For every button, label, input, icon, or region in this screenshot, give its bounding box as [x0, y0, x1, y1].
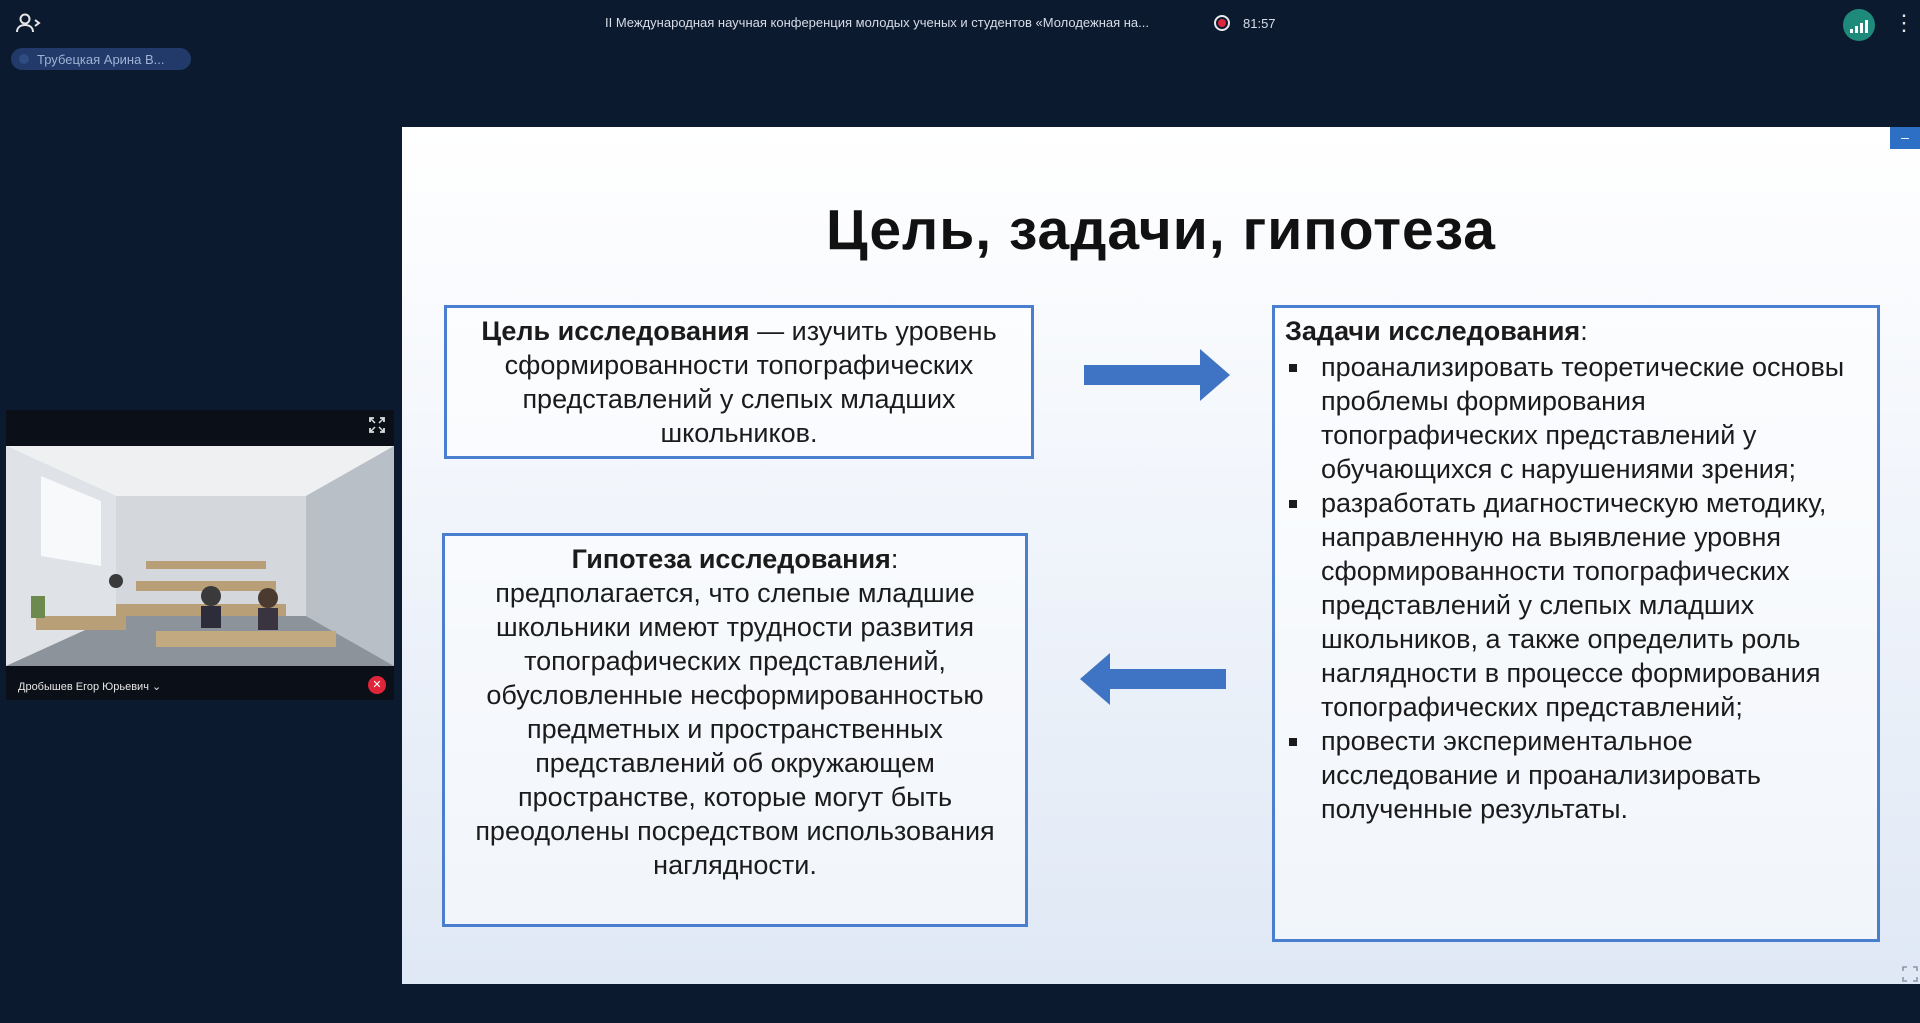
speaker-indicator-icon	[19, 54, 29, 64]
research-goal-box	[444, 305, 1034, 459]
meeting-timer: 81:57	[1243, 16, 1276, 31]
more-options-icon[interactable]: ⋮	[1893, 10, 1915, 35]
tasks-heading: Задачи исследования	[1285, 316, 1581, 346]
classroom-video-feed	[6, 446, 394, 666]
shared-presentation-slide	[402, 127, 1920, 984]
hypothesis-text: предполагается, что слепые младшие школьники имеют трудности развития топографических представлений, обусловленные несформированностью предметных и пространственных представлений об окружающем пространстве, которые могут быть преодолены посредством использования наглядности.	[475, 578, 995, 880]
task-item: проанализировать теоретические основы проблемы формирования топографических представлений у обучающихся с нарушениями зрения;	[1285, 350, 1867, 486]
mic-muted-icon: ✕	[368, 676, 386, 694]
recording-icon	[1214, 15, 1230, 31]
top-bar	[0, 0, 1920, 48]
participants-icon[interactable]	[16, 12, 42, 34]
arrow-right-icon	[1082, 347, 1232, 403]
participant-video-tile[interactable]	[6, 410, 394, 700]
hypothesis-heading: Гипотеза исследования	[571, 544, 891, 574]
tasks-list	[1285, 350, 1867, 826]
task-item: разработать диагностическую методику, направленную на выявление уровня сформированности топографических представлений у слепых младших школьников, а также определить роль наглядности в процессе формирования топографических представлений;	[1285, 486, 1867, 724]
goal-heading: Цель исследования	[481, 316, 750, 346]
goal-text: — изучить уровень сформированности топографических представлений у слепых младших школьников.	[504, 316, 997, 448]
research-tasks-box: Задачи исследования: проанализировать теоретические основы проблемы формирования топографических представлений у обучающихся с нарушениями зрения; разработать диагностическую методику, направленную на выявление уровня сформированности топографических представлений у слепых младших школьников, а также определить роль наглядности в процессе формирования топографических представлений; провести экспериментальное исследование и проанализировать полученные результаты.	[1272, 305, 1880, 942]
research-hypothesis-box: Гипотеза исследования: предполагается, что слепые младшие школьники имеют трудности развития топографических представлений, обусловленные несформированностью предметных и пространственных представлений об окружающем пространстве, которые могут быть преодолены посредством использования наглядности.	[442, 533, 1028, 927]
task-item: провести экспериментальное исследование и проанализировать полученные результаты.	[1285, 724, 1867, 826]
participant-name: Дробышев Егор Юрьевич ⌄	[18, 681, 162, 693]
active-speaker-name: Трубецкая Арина В...	[37, 51, 165, 67]
fullscreen-icon[interactable]	[1902, 966, 1918, 982]
minimize-slide-icon[interactable]: –	[1890, 127, 1920, 149]
arrow-left-icon	[1078, 651, 1228, 707]
conference-title: II Международная научная конференция молодых ученых и студентов «Молодежная на...	[605, 15, 1149, 30]
expand-icon[interactable]	[368, 416, 386, 434]
active-speaker-chip	[11, 48, 191, 70]
connection-quality-icon[interactable]	[1843, 9, 1875, 41]
slide-title: Цель, задачи, гипотеза	[825, 198, 1496, 262]
